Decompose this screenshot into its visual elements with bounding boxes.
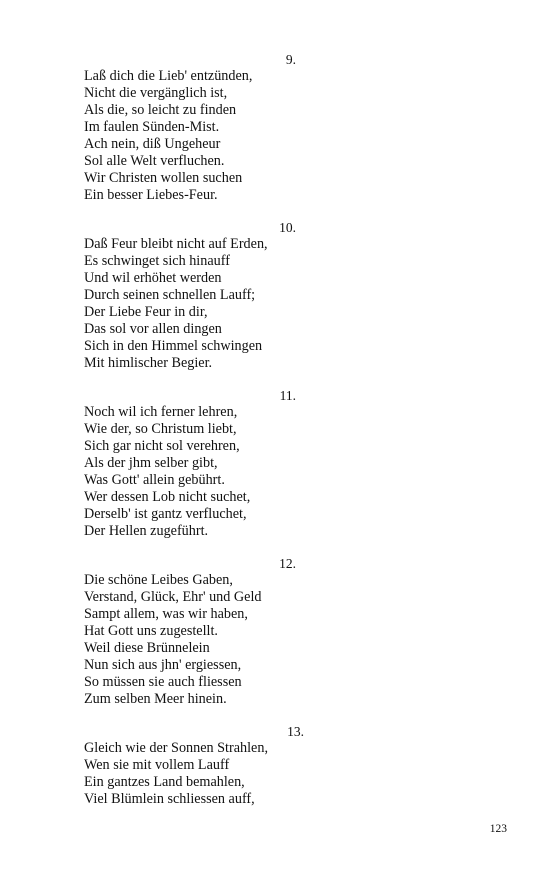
verse-line: Ein gantzes Land bemahlen, — [84, 774, 245, 790]
verse-line: Hat Gott uns zugestellt. — [84, 623, 218, 639]
verse-line: Sich gar nicht sol verehren, — [84, 438, 240, 454]
stanza-9 — [84, 51, 304, 204]
stanza-number: 10. — [279, 220, 296, 235]
verse-line: Ach nein, diß Ungeheur — [84, 136, 221, 152]
stanza-lines — [84, 236, 304, 372]
stanza-number: 13. — [287, 724, 304, 739]
verse-line: Es schwinget sich hinauff — [84, 253, 230, 269]
stanza-13 — [84, 723, 304, 808]
verse-line: So müssen sie auch fliessen — [84, 674, 242, 690]
verse-line: Sampt allem, was wir haben, — [84, 606, 248, 622]
verse-line: Das sol vor allen dingen — [84, 321, 222, 337]
verse-line: Zum selben Meer hinein. — [84, 691, 227, 707]
verse-line: Als der jhm selber gibt, — [84, 455, 218, 471]
verse-line: Im faulen Sünden-Mist. — [84, 119, 220, 135]
verse-line: Als die, so leicht zu finden — [84, 102, 237, 118]
verse-line: Noch wil ich ferner lehren, — [84, 404, 238, 420]
stanza-10 — [84, 219, 304, 372]
verse-line: Derselb' ist gantz verfluchet, — [84, 506, 247, 522]
verse-line: Durch seinen schnellen Lauff; — [84, 287, 256, 303]
verse-line: Sich in den Himmel schwingen — [84, 338, 263, 354]
verse-line: Wer dessen Lob nicht suchet, — [84, 489, 251, 505]
stanza-number: 9. — [285, 52, 296, 67]
verse-line: Mit himlischer Begier. — [84, 355, 213, 371]
verse-line: Wen sie mit vollem Lauff — [84, 757, 230, 773]
verse-line: Wir Christen wollen suchen — [84, 170, 243, 186]
verse-line: Gleich wie der Sonnen Strahlen, — [84, 740, 268, 756]
stanza-number: 11. — [279, 388, 296, 403]
verse-line: Verstand, Glück, Ehr' und Geld — [84, 589, 262, 605]
verse-line: Was Gott' allein gebührt. — [84, 472, 225, 488]
verse-line: Daß Feur bleibt nicht auf Erden, — [84, 236, 268, 252]
verse-line: Der Liebe Feur in dir, — [84, 304, 208, 320]
verse-line: Der Hellen zugeführt. — [84, 523, 209, 539]
verse-line: Die schöne Leibes Gaben, — [84, 572, 233, 588]
stanza-number: 12. — [279, 556, 296, 571]
verse-line: Wie der, so Christum liebt, — [84, 421, 237, 437]
verse-line: Ein besser Liebes-Feur. — [84, 187, 218, 203]
stanza-11 — [84, 387, 304, 540]
page-number: 123 — [489, 823, 507, 835]
verse-line: Weil diese Brünnelein — [84, 640, 210, 656]
verse-line: Nun sich aus jhn' ergiessen, — [84, 657, 242, 673]
stanza-lines — [84, 404, 304, 540]
verse-line: Nicht die vergänglich ist, — [84, 85, 228, 101]
verse-line: Laß dich die Lieb' entzünden, — [84, 68, 253, 84]
verse-line: Viel Blümlein schliessen auff, — [84, 791, 255, 807]
stanza-lines — [84, 68, 304, 204]
stanza-12 — [84, 555, 304, 708]
stanza-lines — [84, 572, 304, 708]
stanza-lines — [84, 740, 304, 808]
verse-line: Sol alle Welt verfluchen. — [84, 153, 225, 169]
verse-line: Und wil erhöhet werden — [84, 270, 222, 286]
